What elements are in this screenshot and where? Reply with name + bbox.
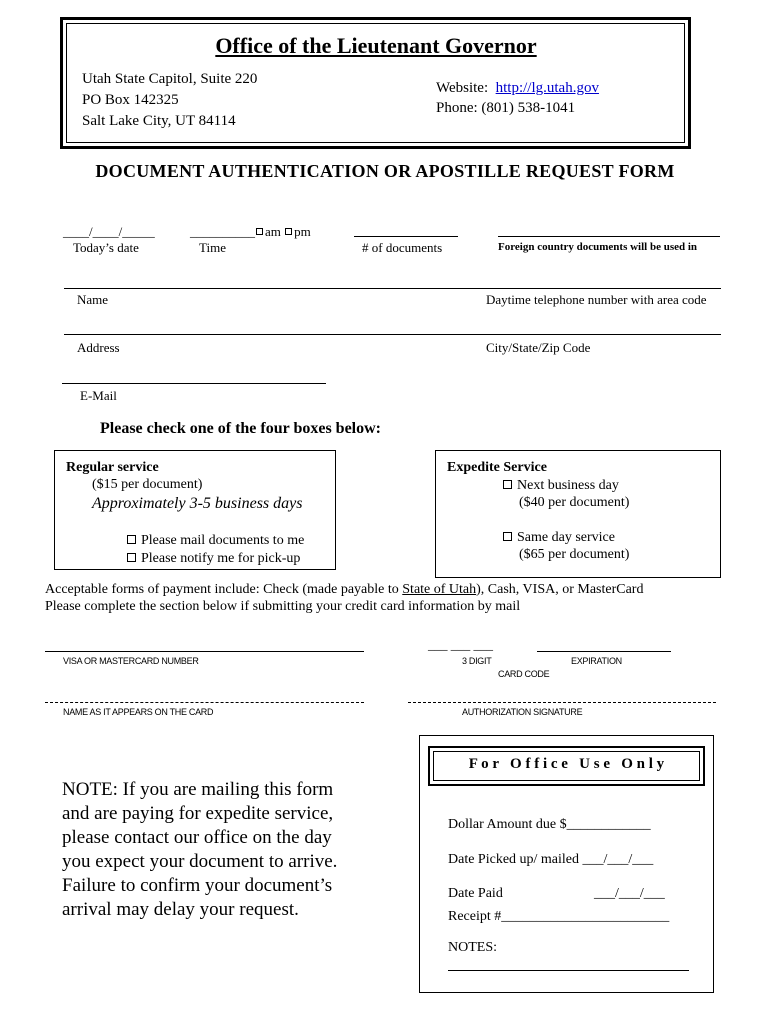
expiration-line[interactable] bbox=[537, 651, 671, 652]
card-number-line[interactable] bbox=[45, 651, 364, 652]
dollar-amount: Dollar Amount due $____________ bbox=[448, 817, 651, 832]
expiration-label: EXPIRATION bbox=[571, 656, 622, 666]
note-line: Failure to confirm your document’s bbox=[62, 875, 333, 896]
phone-number: Phone: (801) 538-1041 bbox=[436, 100, 576, 116]
city-label: City/State/Zip Code bbox=[486, 340, 591, 355]
name-label: Name bbox=[77, 292, 109, 307]
same-day-checkbox[interactable] bbox=[503, 532, 512, 541]
signature-label: AUTHORIZATION SIGNATURE bbox=[462, 707, 583, 717]
notes-line bbox=[448, 970, 689, 971]
pm-label: pm bbox=[294, 224, 311, 239]
signature-line[interactable] bbox=[408, 702, 716, 703]
address-line-3: Salt Lake City, UT 84114 bbox=[82, 113, 236, 129]
note-line: please contact our office on the day bbox=[62, 827, 332, 848]
next-day-label: Next business day bbox=[517, 478, 619, 493]
pickup-label: Please notify me for pick-up bbox=[141, 551, 301, 566]
pm-checkbox[interactable] bbox=[285, 228, 292, 235]
payment-line-1 bbox=[45, 582, 643, 598]
mail-label: Please mail documents to me bbox=[141, 533, 305, 548]
country-label: Foreign country documents will be used in bbox=[498, 241, 698, 253]
mail-option[interactable] bbox=[127, 533, 304, 549]
mailing-note bbox=[62, 778, 402, 922]
note-line: NOTE: If you are mailing this form bbox=[62, 779, 334, 800]
pickup-checkbox[interactable] bbox=[127, 553, 136, 562]
date-paid-blank: ___/___/___ bbox=[594, 886, 665, 901]
name-line[interactable] bbox=[64, 288, 721, 289]
payment-suffix: ), Cash, VISA, or MasterCard bbox=[476, 582, 644, 597]
state-of-utah: State of Utah bbox=[402, 582, 477, 597]
mail-checkbox[interactable] bbox=[127, 535, 136, 544]
address-line-2: PO Box 142325 bbox=[82, 92, 179, 108]
card-name-line[interactable] bbox=[45, 702, 364, 703]
email-line[interactable] bbox=[62, 383, 326, 384]
payment-line-2: Please complete the section below if submitting your credit card information by mail bbox=[45, 599, 521, 614]
note-line: and are paying for expedite service, bbox=[62, 803, 334, 824]
am-label: am bbox=[265, 224, 281, 239]
next-day-checkbox[interactable] bbox=[503, 480, 512, 489]
payment-prefix: Acceptable forms of payment include: Check (made payable to bbox=[45, 582, 403, 597]
same-day-label: Same day service bbox=[517, 530, 615, 545]
time-label: Time bbox=[199, 240, 226, 255]
expedite-service-title: Expedite Service bbox=[447, 460, 547, 475]
email-label: E-Mail bbox=[80, 388, 117, 403]
card-code-blank[interactable]: ___ ___ ___ bbox=[428, 637, 493, 652]
note-line: arrival may delay your request. bbox=[62, 899, 299, 920]
date-label: Today’s date bbox=[73, 240, 139, 255]
website bbox=[436, 80, 599, 97]
office-use-title: F o r O f f i c e U s e O n l y bbox=[468, 756, 665, 772]
documents-count-line[interactable] bbox=[354, 236, 458, 237]
address-line[interactable] bbox=[64, 334, 721, 335]
same-day-option[interactable] bbox=[503, 530, 615, 546]
check-instruction: Please check one of the four boxes below: bbox=[100, 420, 381, 437]
next-day-price: ($40 per document) bbox=[519, 495, 630, 510]
regular-service-days: Approximately 3-5 business days bbox=[92, 495, 303, 512]
address-line-1: Utah State Capitol, Suite 220 bbox=[82, 71, 258, 87]
notes-label: NOTES: bbox=[448, 940, 497, 955]
next-day-option[interactable] bbox=[503, 478, 619, 494]
receipt-number: Receipt #________________________ bbox=[448, 909, 670, 924]
time-field[interactable] bbox=[190, 224, 311, 240]
documents-count-label: # of documents bbox=[362, 240, 443, 255]
same-day-price: ($65 per document) bbox=[519, 547, 630, 562]
am-checkbox[interactable] bbox=[256, 228, 263, 235]
pickup-option[interactable] bbox=[127, 551, 300, 567]
date-blank[interactable]: ____/____/_____ bbox=[63, 224, 155, 239]
address-label: Address bbox=[77, 340, 120, 355]
regular-service-title: Regular service bbox=[66, 460, 159, 475]
date-paid-label: Date Paid bbox=[448, 886, 503, 901]
office-title: Office of the Lieutenant Governor bbox=[215, 33, 537, 58]
date-picked-up: Date Picked up/ mailed ___/___/___ bbox=[448, 852, 654, 867]
card-code-label-1: 3 DIGIT bbox=[462, 656, 492, 666]
card-number-label: VISA OR MASTERCARD NUMBER bbox=[63, 656, 199, 666]
form-title: DOCUMENT AUTHENTICATION OR APOSTILLE REQUEST FORM bbox=[95, 161, 675, 181]
card-code-label-2: CARD CODE bbox=[498, 669, 550, 679]
note-line: you expect your document to arrive. bbox=[62, 851, 338, 872]
card-name-label: NAME AS IT APPEARS ON THE CARD bbox=[63, 707, 214, 717]
phone-label: Daytime telephone number with area code bbox=[486, 292, 707, 307]
website-link[interactable]: http://lg.utah.gov bbox=[495, 80, 599, 96]
website-label: Website: bbox=[436, 80, 489, 96]
time-blank[interactable]: __________ bbox=[190, 224, 255, 239]
regular-service-price: ($15 per document) bbox=[92, 477, 203, 492]
country-line[interactable] bbox=[498, 236, 720, 237]
